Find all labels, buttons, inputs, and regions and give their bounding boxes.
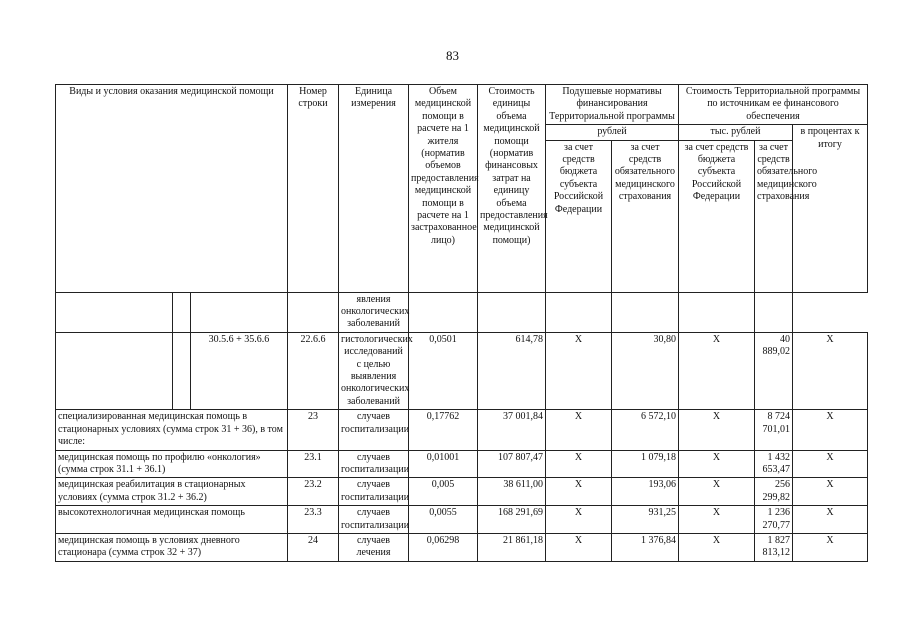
header-cost: Стоимость единицы объема медицинской помощи (норматив финансовых затрат на единицу объема предоставления медицинской помощи) [478, 85, 546, 293]
row-oms-thous: 1 827 813,12 [755, 533, 793, 561]
row-name: специализированная медицинская помощь в стационарных условиях (сумма строк 31 + 36), в том числе: [56, 410, 288, 450]
header-oms-rub: за счет средств обязательного медицинского страхования [612, 140, 679, 292]
header-total: Стоимость Территориальной программы по источникам ее финансового обеспечения [679, 85, 868, 125]
row-cost: 614,78 [478, 332, 546, 409]
header-unit: Единица измерения [339, 85, 409, 293]
row-budget-thous: Х [679, 533, 755, 561]
row-percent: Х [793, 478, 868, 506]
header-unit-rub: рублей [546, 125, 679, 140]
header-budget-rub: за счет средств бюджета субъекта Российской Федерации [546, 140, 612, 292]
row-name: высокотехнологичная медицинская помощь [56, 506, 288, 534]
table-row [56, 292, 868, 332]
row-cost [478, 292, 546, 332]
row-cost: 168 291,69 [478, 506, 546, 534]
row-number: 23.2 [288, 478, 339, 506]
table-row [56, 478, 868, 506]
row-oms-rub: 30,80 [612, 332, 679, 409]
row-spacer [173, 292, 191, 332]
row-cost: 37 001,84 [478, 410, 546, 450]
row-volume: 0,17762 [409, 410, 478, 450]
header-per-capita: Подушевые нормативы финансирования Территориальной программы [546, 85, 679, 125]
row-number: 24 [288, 533, 339, 561]
row-oms-rub: 6 572,10 [612, 410, 679, 450]
header-budget-thous: за счет средств бюджета субъекта Российской Федерации [679, 140, 755, 292]
row-unit: случаев госпитализации [339, 478, 409, 506]
row-oms-thous [755, 292, 793, 332]
row-percent: Х [793, 410, 868, 450]
row-budget-rub: Х [546, 533, 612, 561]
financing-table [55, 84, 868, 562]
row-unit: гистологических исследований с целью выявления онкологических заболеваний [339, 332, 409, 409]
header-row-number: Номер строки [288, 85, 339, 293]
row-budget-rub: Х [546, 506, 612, 534]
table-row [56, 450, 868, 478]
row-number: 23.1 [288, 450, 339, 478]
row-name [56, 292, 173, 332]
row-unit: случаев госпитализации [339, 506, 409, 534]
row-budget-rub: Х [546, 332, 612, 409]
row-oms-thous: 40 889,02 [755, 332, 793, 409]
row-volume: 0,0055 [409, 506, 478, 534]
header-type: Виды и условия оказания медицинской помощи [56, 85, 288, 293]
row-budget-thous [679, 292, 755, 332]
header-volume: Объем медицинской помощи в расчете на 1 жителя (норматив объемов предоставления медицинской помощи в расчете на 1 застрахованное лицо) [409, 85, 478, 293]
row-cost: 21 861,18 [478, 533, 546, 561]
row-budget-rub: Х [546, 478, 612, 506]
row-budget-thous: Х [679, 450, 755, 478]
row-spacer [173, 332, 191, 409]
row-volume: 0,01001 [409, 450, 478, 478]
row-percent: Х [793, 506, 868, 534]
row-budget-thous: Х [679, 478, 755, 506]
row-number: 22.6.6 [288, 332, 339, 409]
row-volume: 0,005 [409, 478, 478, 506]
row-volume: 0,0501 [409, 332, 478, 409]
row-percent: Х [793, 533, 868, 561]
row-oms-thous: 1 432 653,47 [755, 450, 793, 478]
row-oms-rub: 1 376,84 [612, 533, 679, 561]
row-number: 23 [288, 410, 339, 450]
row-budget-rub: Х [546, 410, 612, 450]
row-number: 23.3 [288, 506, 339, 534]
header-unit-thous: тыс. рублей [679, 125, 793, 140]
row-budget-thous: Х [679, 410, 755, 450]
row-number [288, 292, 339, 332]
row-cost: 38 611,00 [478, 478, 546, 506]
row-percent: Х [793, 332, 868, 409]
header-oms-thous: за счет средств обязательного медицинского страхования [755, 140, 793, 292]
row-unit: случаев лечения [339, 533, 409, 561]
row-sub-sum [191, 292, 288, 332]
row-volume [409, 292, 478, 332]
row-percent: Х [793, 450, 868, 478]
header-row-1 [56, 85, 868, 125]
row-oms-thous: 1 236 270,77 [755, 506, 793, 534]
row-budget-rub: Х [546, 450, 612, 478]
row-oms-rub: 931,25 [612, 506, 679, 534]
row-oms-thous: 256 299,82 [755, 478, 793, 506]
row-oms-thous: 8 724 701,01 [755, 410, 793, 450]
row-oms-rub: 1 079,18 [612, 450, 679, 478]
table-row [56, 410, 868, 450]
page-number: 83 [446, 48, 459, 63]
row-sub-sum: 30.5.6 + 35.6.6 [191, 332, 288, 409]
row-budget-thous: Х [679, 506, 755, 534]
row-unit: случаев госпитализации [339, 450, 409, 478]
table-row [56, 506, 868, 534]
row-cost: 107 807,47 [478, 450, 546, 478]
row-oms-rub [612, 292, 679, 332]
row-name: медицинская помощь в условиях дневного стационара (сумма строк 32 + 37) [56, 533, 288, 561]
row-name: медицинская реабилитация в стационарных условиях (сумма строк 31.2 + 36.2) [56, 478, 288, 506]
row-unit: явления онкологических заболеваний [339, 292, 409, 332]
row-volume: 0,06298 [409, 533, 478, 561]
row-name: медицинская помощь по профилю «онкология» (сумма строк 31.1 + 36.1) [56, 450, 288, 478]
row-budget-rub [546, 292, 612, 332]
table-row [56, 332, 868, 409]
row-budget-thous: Х [679, 332, 755, 409]
row-name [56, 332, 173, 409]
row-unit: случаев госпитализации [339, 410, 409, 450]
header-percent: в процентах к итогу [793, 125, 868, 292]
table-row [56, 533, 868, 561]
row-oms-rub: 193,06 [612, 478, 679, 506]
